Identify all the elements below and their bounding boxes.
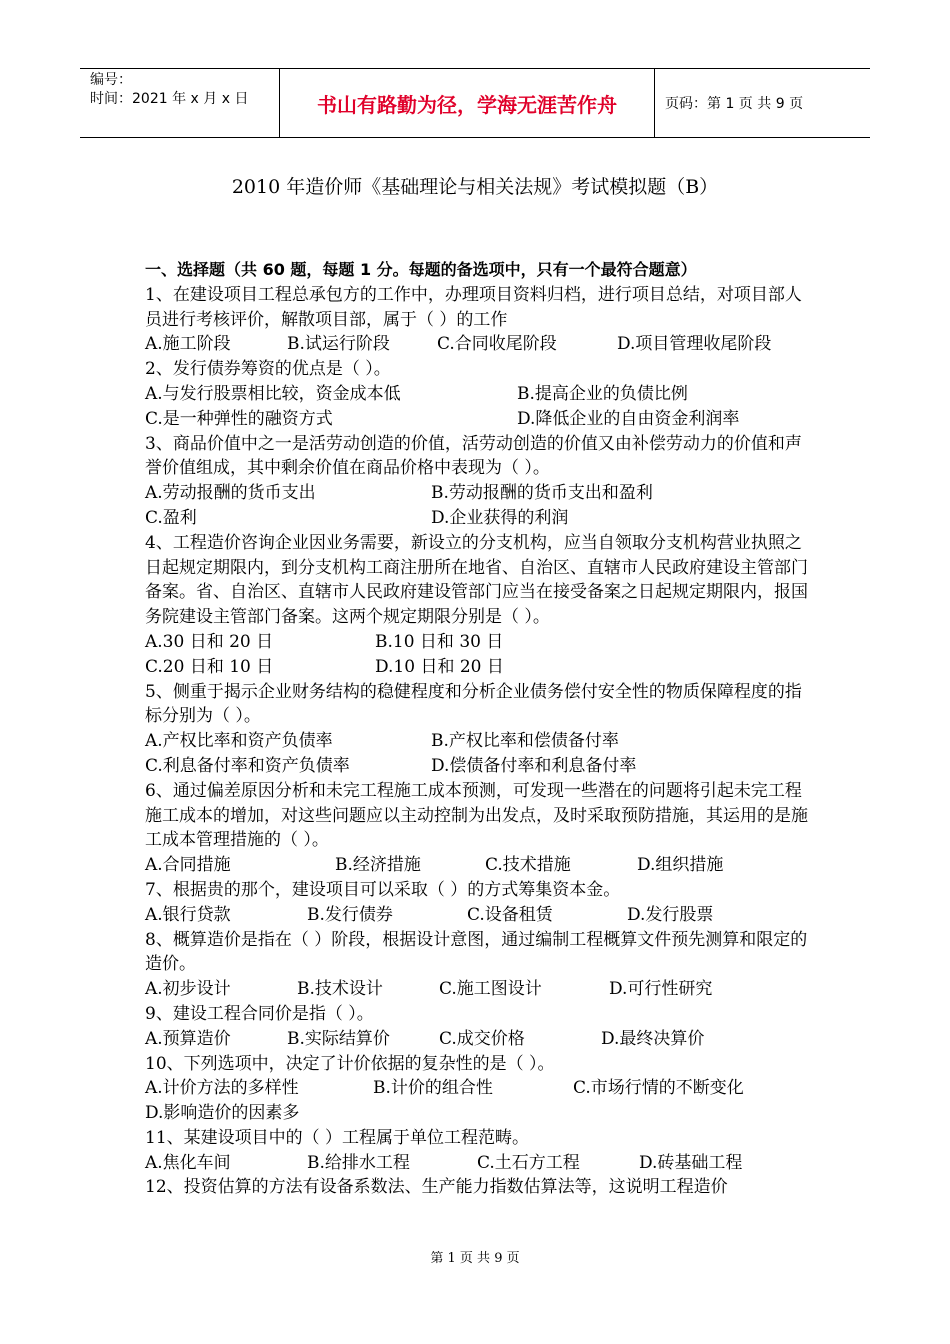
option-b: B.计价的组合性: [373, 1078, 493, 1099]
option-a: A.30 日和 20 日: [145, 631, 274, 652]
question-text: 10、下列选项中，决定了计价依据的复杂性的是（ ）。: [145, 1053, 555, 1074]
question-text: 5、侧重于揭示企业财务结构的稳健程度和分析企业债务偿付安全性的物质保障程度的指标分别为（ ）。: [145, 681, 802, 727]
option-c: C.成交价格: [439, 1028, 525, 1049]
question-10: [145, 1052, 815, 1126]
question-5: [145, 680, 815, 779]
question-text: 11、某建设项目中的（ ）工程属于单位工程范畴。: [145, 1127, 530, 1148]
question-text: 8、概算造价是指在（ ）阶段，根据设计意图，通过编制工程概算文件预先测算和限定的造价。: [145, 929, 808, 975]
option-c: C.市场行情的不断变化: [573, 1078, 744, 1099]
option-c: C.土石方工程: [477, 1152, 580, 1173]
option-c: C.利息备付率和资产负债率: [145, 755, 350, 776]
question-12: [145, 1175, 815, 1200]
option-group: [145, 977, 815, 1002]
option-c: C.合同收尾阶段: [437, 334, 557, 355]
option-d: D.企业获得的利润: [431, 507, 569, 528]
option-d: D.降低企业的自由资金利润率: [517, 408, 740, 429]
option-d: D.最终决算价: [601, 1028, 705, 1049]
question-text: 1、在建设项目工程总承包方的工作中，办理项目资料归档，进行项目总结，对项目部人员进行考核评价，解散项目部，属于（ ）的工作: [145, 284, 802, 330]
time-label: 时间：2021 年 x 月 x 日: [90, 91, 249, 107]
option-group: [145, 853, 815, 878]
option-group: [145, 481, 815, 531]
option-b: B.提高企业的负债比例: [517, 383, 688, 404]
option-b: B.实际结算价: [287, 1028, 390, 1049]
number-label: 编号：: [90, 72, 132, 88]
question-text: 9、建设工程合同价是指（ ）。: [145, 1003, 374, 1024]
question-text: 6、通过偏差原因分析和未完工程施工成本预测，可发现一些潜在的问题将引起未完工程施工成本的增加，对这些问题应以主动控制为出发点，及时采取预防措施，其运用的是施工成本管理措施的（ ）。: [145, 780, 808, 851]
option-group: [145, 332, 815, 357]
option-a: A.银行贷款: [145, 904, 231, 925]
document-header: [80, 68, 870, 138]
option-c: C.施工图设计: [439, 979, 542, 1000]
option-d: D.组织措施: [637, 855, 724, 876]
option-a: A.合同措施: [145, 855, 231, 876]
option-b: B.10 日和 30 日: [375, 631, 504, 652]
option-b: B.经济措施: [335, 855, 421, 876]
option-d: D.项目管理收尾阶段: [617, 334, 772, 355]
option-b: B.产权比率和偿债备付率: [431, 731, 619, 752]
option-a: A.计价方法的多样性: [145, 1078, 299, 1099]
option-b: B.给排水工程: [307, 1152, 410, 1173]
option-c: C.设备租赁: [467, 904, 553, 925]
option-a: A.施工阶段: [145, 334, 231, 355]
section-heading: 一、选择题（共 60 题，每题 1 分。每题的备选项中，只有一个最符合题意）: [145, 260, 697, 279]
option-group: [145, 630, 815, 680]
option-group: [145, 729, 815, 779]
document-title: 2010 年造价师《基础理论与相关法规》考试模拟题（B）: [231, 176, 719, 198]
option-group: [145, 1076, 815, 1126]
option-d: D.发行股票: [627, 904, 714, 925]
page-label: 页码：第 1 页 共 9 页: [665, 96, 804, 112]
option-a: A.焦化车间: [145, 1152, 231, 1173]
questions-container: [145, 283, 815, 1200]
option-d: D.影响造价的因素多: [145, 1103, 300, 1124]
option-c: C.是一种弹性的融资方式: [145, 408, 333, 429]
option-a: A.预算造价: [145, 1028, 231, 1049]
question-6: [145, 779, 815, 878]
option-b: B.发行债券: [307, 904, 393, 925]
question-text: 12、投资估算的方法有设备系数法、生产能力指数估算法等，这说明工程造价: [145, 1177, 728, 1198]
option-a: A.与发行股票相比较，资金成本低: [145, 383, 401, 404]
option-a: A.产权比率和资产负债率: [145, 731, 333, 752]
option-a: A.劳动报酬的货币支出: [145, 483, 316, 504]
option-group: [145, 382, 815, 432]
question-1: [145, 283, 815, 357]
question-8: [145, 928, 815, 1002]
question-text: 4、工程造价咨询企业因业务需要，新设立的分支机构，应当自领取分支机构营业执照之日起规定期限内，到分支机构工商注册所在地省、自治区、直辖市人民政府建设主管部门备案。省、自治区、直辖市人民政府建设管部门应当在接受备案之日起规定期限内，报国务院建设主管部门备案。这两个规定期限分别是（ ）。: [145, 532, 808, 628]
question-2: [145, 357, 815, 431]
question-7: [145, 878, 815, 928]
option-group: [145, 1151, 815, 1176]
option-b: B.试运行阶段: [287, 334, 390, 355]
question-text: 7、根据贵的那个，建设项目可以采取（ ）的方式筹集资本金。: [145, 879, 621, 900]
header-meta: [80, 69, 280, 137]
option-d: D.砖基础工程: [639, 1152, 743, 1173]
question-text: 2、发行债券筹资的优点是（ ）。: [145, 359, 391, 380]
question-3: [145, 432, 815, 531]
question-11: [145, 1126, 815, 1176]
option-group: [145, 903, 815, 928]
option-a: A.初步设计: [145, 979, 231, 1000]
question-4: [145, 531, 815, 680]
option-c: C.20 日和 10 日: [145, 656, 274, 677]
question-text: 3、商品价值中之一是活劳动创造的价值，活劳动创造的价值又由补偿劳动力的价值和声誉价值组成，其中剩余价值在商品价格中表现为（ ）。: [145, 433, 802, 479]
option-b: B.技术设计: [297, 979, 383, 1000]
option-c: C.技术措施: [485, 855, 571, 876]
option-b: B.劳动报酬的货币支出和盈利: [431, 483, 653, 504]
option-c: C.盈利: [145, 507, 197, 528]
option-group: [145, 1027, 815, 1052]
question-list: [145, 258, 815, 1200]
motto: 书山有路勤为径，学海无涯苦作舟: [280, 69, 655, 137]
option-d: D.偿债备付率和利息备付率: [431, 755, 637, 776]
option-d: D.可行性研究: [609, 979, 713, 1000]
page-footer: 第 1 页 共 9 页: [430, 1251, 520, 1266]
question-9: [145, 1002, 815, 1052]
option-d: D.10 日和 20 日: [375, 656, 504, 677]
